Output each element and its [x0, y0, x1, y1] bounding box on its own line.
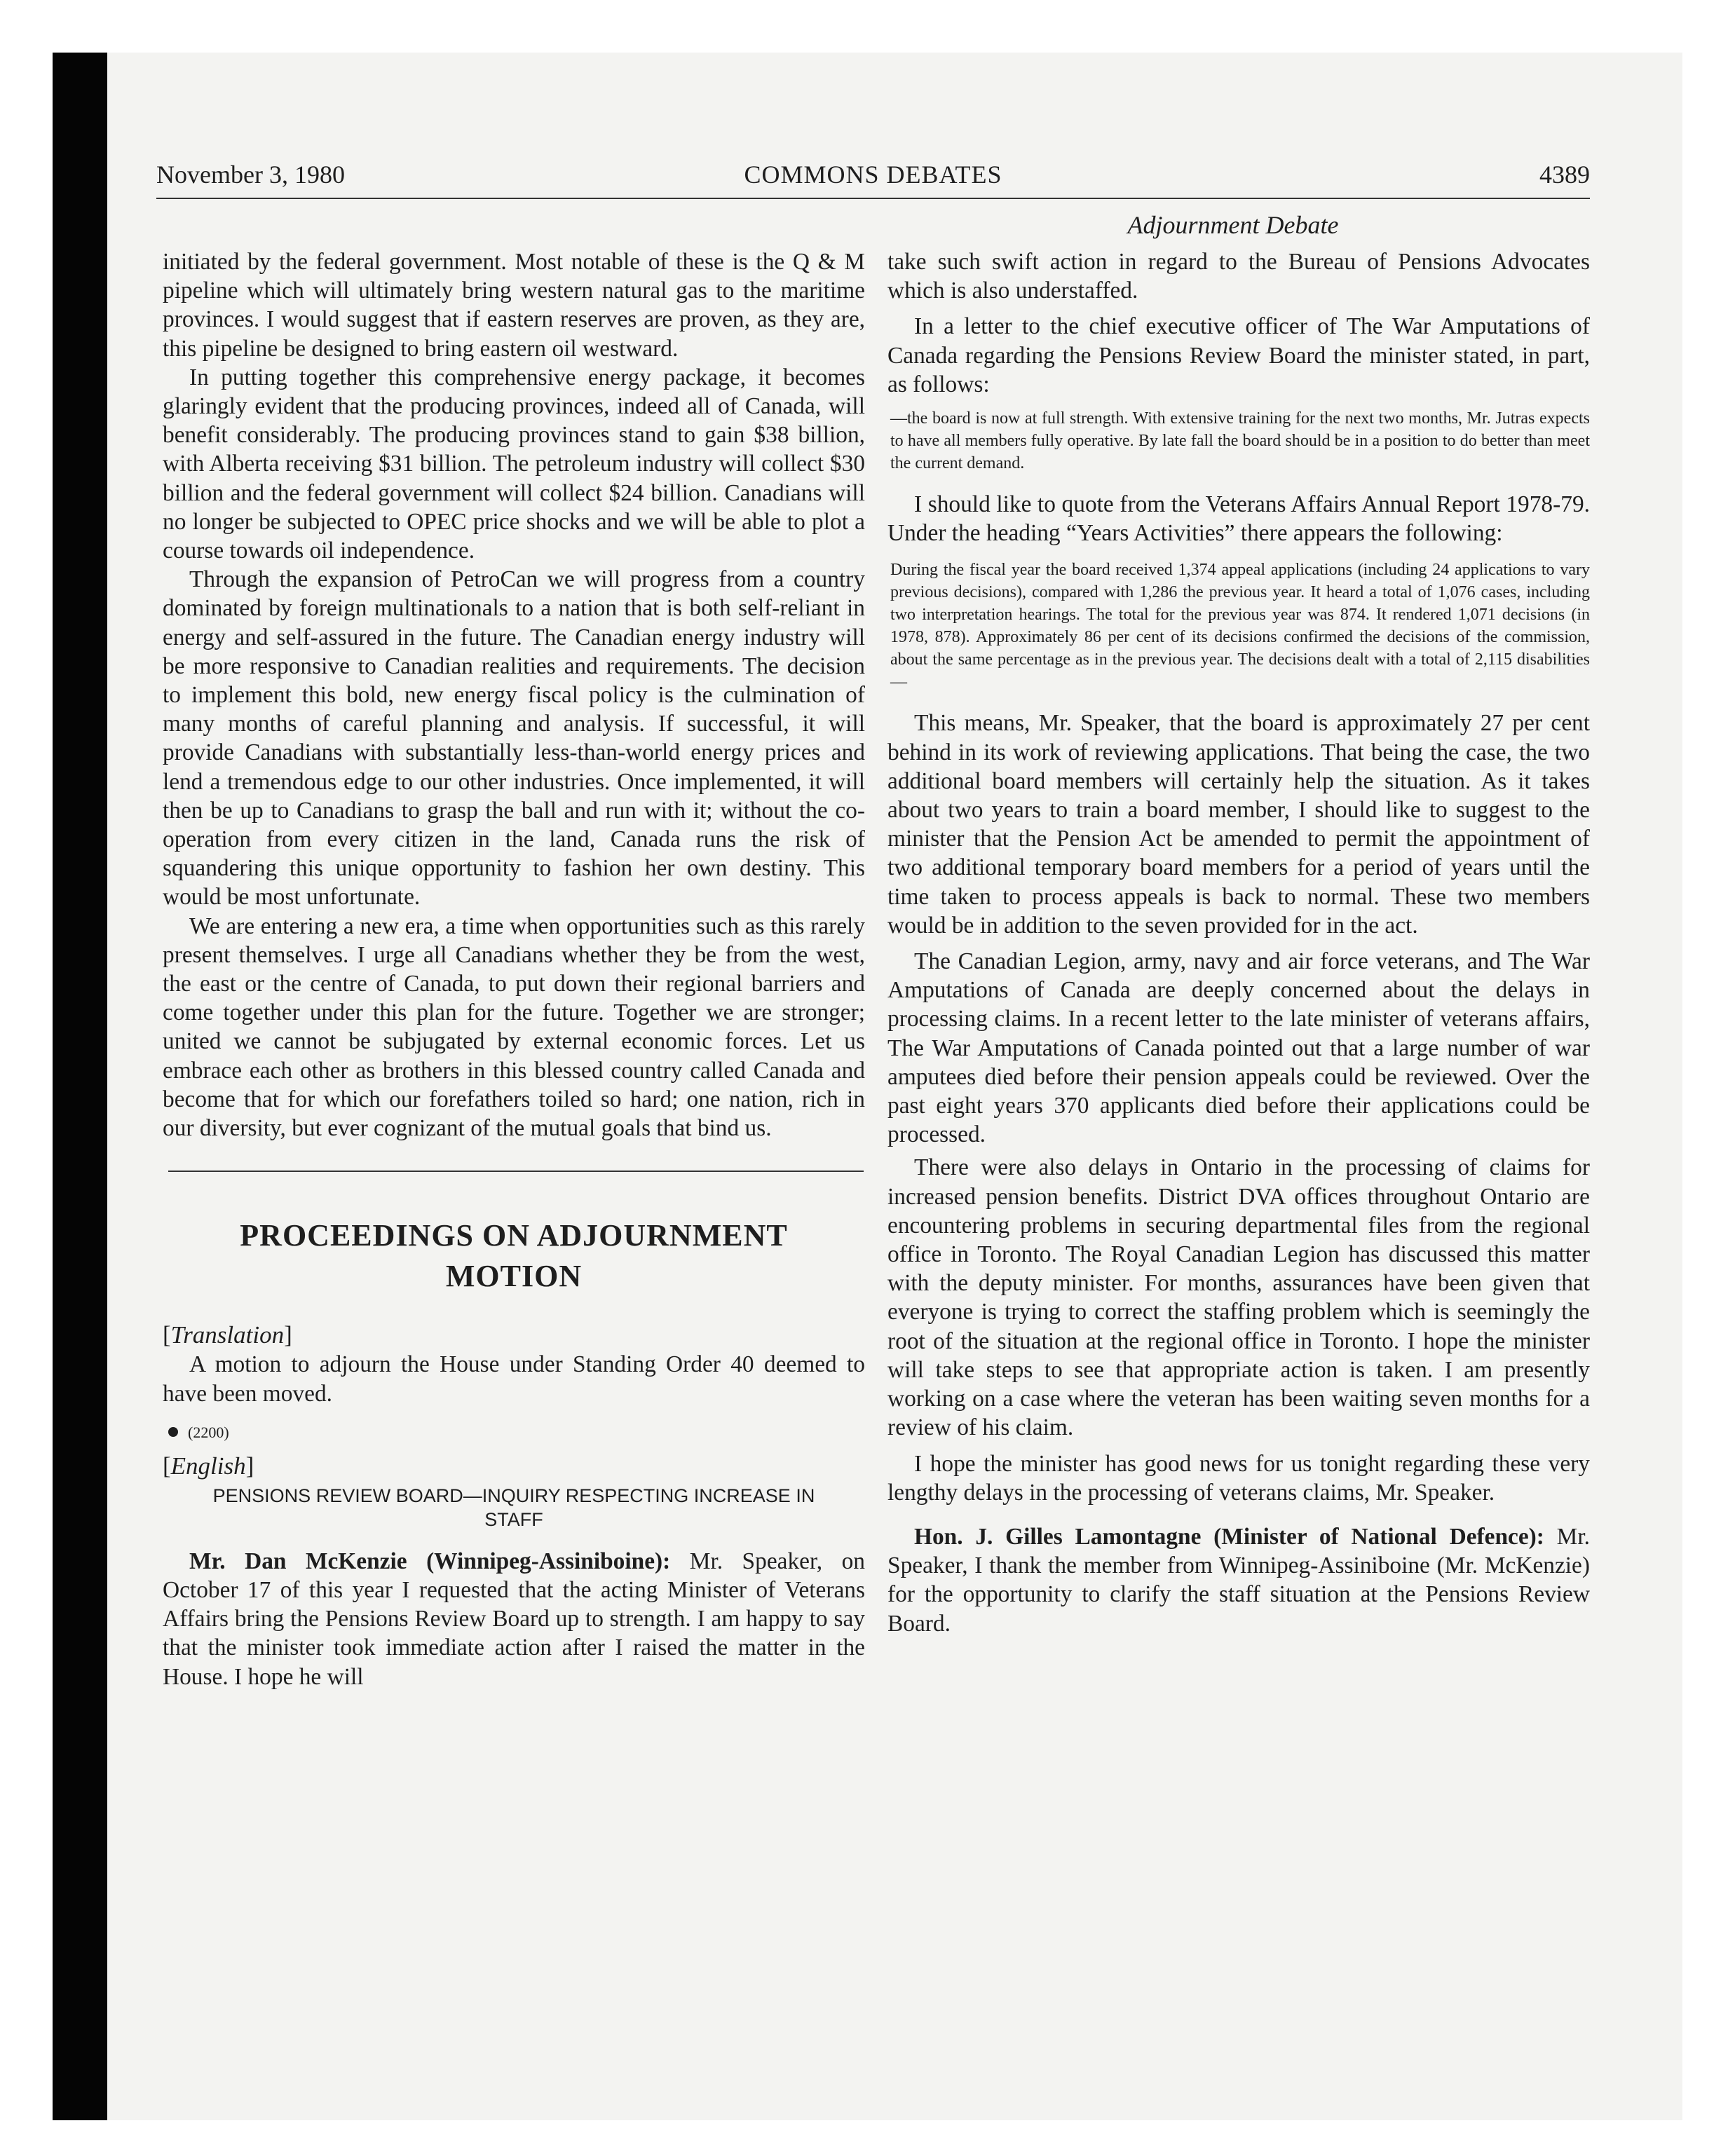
paragraph: The Canadian Legion, army, navy and air force veterans, and The War Amputations of Canada are deeply concerned about the delays in processing claims. In a recent letter to the late minister of veterans affairs, The War Amputations of Canada pointed out that a large number of war amputees died before their pension appeals could be reviewed. Over the past eight years 370 applicants died before their applications could be processed.	[887, 948, 1590, 1148]
paragraph: initiated by the federal government. Most notable of these is the Q & M pipeline which will ultimately bring western natural gas to the maritime provinces. I would suggest that if eastern reserves are proven, as they are, this pipeline be designed to bring eastern oil westward.	[163, 249, 865, 362]
header-publication: COMMONS DEBATES	[744, 161, 1002, 189]
paragraph: take such swift action in regard to the Bureau of Pensions Advocates which is also understaffed.	[887, 249, 1590, 304]
header-rule	[156, 198, 1590, 199]
english-tag-text: English	[170, 1452, 246, 1480]
block-quote: During the fiscal year the board received 1,374 appeal applications (including 24 applications to vary previous decisions), compared with 1,286 the previous year. It heard a total of 1,076 cases, including two interpretation hearings. The total for the previous year was 874. It rendered 1,071 decisions (in 1978, 878). Approximately 86 per cent of its decisions confirmed the decisions of the commission, about the same percentage as in the previous year. The decisions dealt with a total of 2,115 disabilities—	[890, 561, 1590, 692]
speech-lamontagne	[887, 1522, 1590, 1638]
paragraph: There were also delays in Ontario in the processing of claims for increased pension benefits. District DVA offices throughout Ontario are encountering problems in securing departmental files from the regional office in Toronto. The Royal Canadian Legion has discussed this matter with the deputy minister. For months, assurances have been given that everyone is trying to correct the staffing problem which is seemingly the root of the situation at the regional office in Toronto. I hope the minister will take steps to see that appropriate action is taken. I am presently working on a case where the veteran has been waiting seven months for a review of his claim.	[887, 1154, 1590, 1441]
speech-text: Mr. Speaker, I thank the member from Winnipeg-Assiniboine (Mr. McKenzie) for the opportunity to clarify the staff situation at the Pensions Review Board.	[887, 1523, 1590, 1637]
motion-title	[163, 1215, 865, 1297]
motion-title-line1: PROCEEDINGS ON ADJOURNMENT	[240, 1218, 788, 1253]
running-header	[156, 160, 1590, 199]
paragraph: I should like to quote from the Veterans Affairs Annual Report 1978-79. Under the heading “Years Activities” there appears the following:	[887, 491, 1590, 547]
speech-text: Mr. Speaker, on October 17 of this year I requested that the acting Minister of Veterans Affairs bring the Pensions Review Board up to strength. I am happy to say that the minister took immediate action after I raised the matter in the House. I hope he will	[163, 1548, 865, 1690]
header-date: November 3, 1980	[156, 161, 345, 189]
right-column	[887, 247, 1590, 1638]
speech-mckenzie	[163, 1547, 865, 1691]
scan-border	[53, 53, 107, 2120]
section-divider	[168, 1171, 864, 1172]
timestamp-text: (2200)	[188, 1423, 229, 1441]
english-tag: [English]	[163, 1452, 254, 1480]
subject-line1: PENSIONS REVIEW BOARD—INQUIRY RESPECTING INCREASE IN	[212, 1485, 815, 1506]
debate-subject	[163, 1484, 865, 1531]
left-column	[163, 247, 865, 1691]
paragraph: I hope the minister has good news for us tonight regarding these very lengthy delays in the processing of veterans claims, Mr. Speaker.	[887, 1450, 1590, 1506]
paragraph: Through the expansion of PetroCan we will progress from a country dominated by foreign multinationals to a nation that is both self-reliant in energy and self-assured in the future. The Canadian energy industry will be more responsive to Canadian realities and requirements. The decision to implement this bold, new energy fiscal policy is the culmination of many months of careful planning and analysis. If successful, it will provide Canadians with substantially less-than-world energy prices and lend a tremendous edge to our other industries. Once implemented, it will then be up to Canadians to grasp the ball and run with it; without the co-operation from every citizen in the land, Canada runs the risk of squandering this unique opportunity to fashion her own destiny. This would be most unfortunate.	[163, 566, 865, 910]
speaker-name: Mr. Dan McKenzie (Winnipeg-Assiniboine):	[189, 1548, 671, 1574]
paragraph: In putting together this comprehensive energy package, it becomes glaringly evident that the producing provinces, indeed all of Canada, will benefit considerably. The producing provinces stand to gain $38 billion, with Alberta receiving $31 billion. The petroleum industry will collect $30 billion and the federal government will collect $24 billion. Canadians will no longer be subjected to OPEC price shocks and we will be able to plot a course towards oil independence.	[163, 364, 865, 564]
speaker-name: Hon. J. Gilles Lamontagne (Minister of National Defence):	[914, 1523, 1544, 1550]
section-heading: Adjournment Debate	[1127, 211, 1339, 239]
timestamp	[168, 1422, 865, 1443]
translation-tag: [Translation]	[163, 1321, 292, 1349]
header-page-number: 4389	[1539, 161, 1590, 189]
motion-text: A motion to adjourn the House under Standing Order 40 deemed to have been moved.	[163, 1351, 865, 1407]
motion-title-line2: MOTION	[445, 1259, 583, 1294]
paragraph: We are entering a new era, a time when opportunities such as this rarely present themselves. I urge all Canadians whether they be from the west, the east or the centre of Canada, to put down their regional barriers and come together under this plan for the future. Together we are stronger; united we cannot be subjugated by external economic forces. Let us embrace each other as brothers in this blessed country called Canada and become that for which our forefathers toiled so hard; one nation, rich in our diversity, but ever cognizant of the mutual goals that bind us.	[163, 913, 865, 1142]
block-quote: —the board is now at full strength. With extensive training for the next two months, Mr. Jutras expects to have all members fully operative. By late fall the board should be in a position to do better than meet the current demand.	[890, 409, 1590, 473]
translation-tag-text: Translation	[170, 1321, 285, 1349]
paragraph: In a letter to the chief executive officer of The War Amputations of Canada regarding the Pensions Review Board the minister stated, in part, as follows:	[887, 313, 1590, 397]
bullet-dot-icon	[168, 1427, 178, 1437]
subject-line2: STAFF	[484, 1508, 543, 1530]
paragraph: This means, Mr. Speaker, that the board is approximately 27 per cent behind in its work of reviewing applications. That being the case, the two additional board members will certainly help the situation. As it takes about two years to train a board member, I should like to suggest to the minister that the Pension Act be amended to permit the appointment of two additional temporary board members for a period of years until the time taken to process appeals is back to normal. These two members would be in addition to the seven provided for in the act.	[887, 710, 1590, 939]
